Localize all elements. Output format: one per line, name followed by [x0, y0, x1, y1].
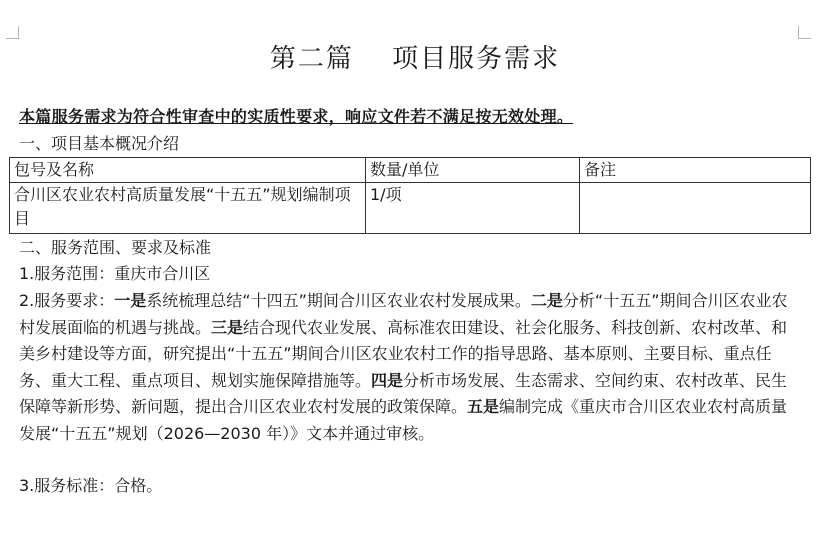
keyword-third: 三是	[211, 317, 244, 337]
keyword-first: 一是	[114, 291, 147, 310]
table-header-row	[10, 158, 811, 183]
keyword-second: 二是	[530, 291, 563, 310]
project-table	[9, 157, 811, 234]
table-row	[10, 183, 811, 234]
section-heading-scope: 二、服务范围、要求及标准	[19, 238, 212, 257]
requirement-fifth: 编制完成《重庆市合川区农业农村高质量发展“十五五”规划（2026—2030 年）》文本并通过审核。	[19, 397, 788, 443]
requirement-second: 分析“十五五”期间合川区农业农村发展面临的机遇与挑战。	[19, 291, 788, 337]
page-corner-mark-right	[798, 26, 811, 39]
service-requirements-paragraph	[19, 288, 799, 448]
requirement-third: 结合现代农业发展、高标准农田建设、社会化服务、科技创新、农村改革、和美乡村建设等方面，研究提出“十五五”期间合川区农业农村工作的指导思路、基本原则、主要目标、重点任务、重大工程、重点项目、规划实施保障措施等。	[19, 317, 788, 390]
section-heading-overview: 一、项目基本概况介绍	[19, 134, 180, 153]
table-cell-package: 合川区农业农村高质量发展“十五五”规划编制项目	[10, 183, 366, 234]
table-header-package: 包号及名称	[10, 158, 366, 183]
requirements-prefix: 2.服务要求：	[19, 291, 115, 310]
table-cell-quantity: 1/项	[366, 183, 580, 234]
page-corner-mark-left	[6, 26, 19, 39]
keyword-fifth: 五是	[467, 397, 500, 417]
requirement-first: 系统梳理总结“十四五”期间合川区农业农村发展成果。	[146, 291, 531, 310]
table-header-quantity: 数量/单位	[366, 158, 580, 183]
table-cell-remarks	[580, 183, 811, 234]
service-scope-item: 1.服务范围：重庆市合川区	[19, 264, 211, 283]
notice-text: 本篇服务需求为符合性审查中的实质性要求，响应文件若不满足按无效处理。	[19, 107, 574, 126]
keyword-fourth: 四是	[371, 370, 404, 390]
service-standard-item: 3.服务标准：合格。	[19, 476, 163, 495]
table-header-remarks: 备注	[580, 158, 811, 183]
page-title: 第二篇 项目服务需求	[269, 44, 561, 74]
requirement-fourth: 分析市场发展、生态需求、空间约束、农村改革、民生保障等新形势、新问题，提出合川区农业农村发展的政策保障。	[19, 370, 788, 417]
